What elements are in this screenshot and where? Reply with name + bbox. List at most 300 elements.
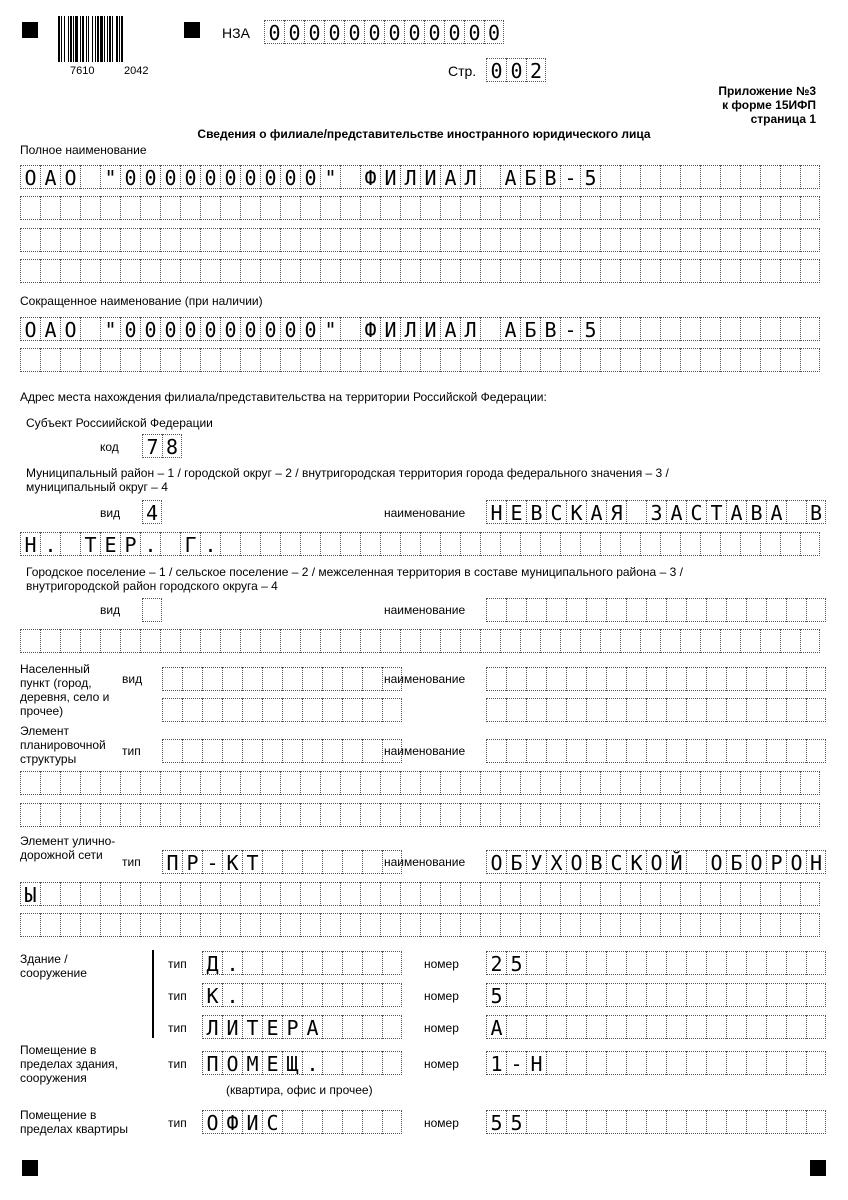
comb-cell [566, 698, 586, 722]
comb-cell [360, 532, 380, 556]
comb-cell [80, 803, 100, 827]
comb-cell [646, 951, 666, 975]
comb-cell [200, 882, 220, 906]
street-type-field[interactable] [162, 850, 402, 874]
comb-cell [360, 882, 380, 906]
comb-cell [240, 882, 260, 906]
comb-cell [202, 667, 222, 691]
comb-cell [400, 228, 420, 252]
comb-cell [342, 1015, 362, 1039]
comb-cell [220, 196, 240, 220]
comb-cell: 0 [324, 20, 344, 44]
comb-cell: С [546, 500, 566, 524]
apartment-number-field[interactable] [486, 1110, 826, 1134]
comb-cell [100, 803, 120, 827]
comb-cell [526, 1110, 546, 1134]
comb-cell: 0 [260, 165, 280, 189]
comb-cell [540, 629, 560, 653]
building-bracket-line [152, 950, 154, 1038]
comb-cell [240, 771, 260, 795]
comb-cell [800, 532, 820, 556]
apartment-type-field[interactable] [202, 1110, 402, 1134]
comb-cell [80, 629, 100, 653]
comb-cell [806, 698, 826, 722]
comb-cell [720, 803, 740, 827]
comb-cell: 5 [486, 1110, 506, 1134]
comb-cell [200, 348, 220, 372]
comb-cell [640, 629, 660, 653]
comb-cell: С [606, 850, 626, 874]
comb-cell [322, 1051, 342, 1075]
full-name-row-1[interactable] [20, 165, 820, 189]
code-label: код [100, 440, 119, 454]
comb-cell: Г [180, 532, 200, 556]
comb-cell [40, 803, 60, 827]
plan-name-row-2[interactable] [20, 771, 820, 795]
comb-cell: Ф [360, 317, 380, 341]
comb-cell [322, 1110, 342, 1134]
comb-cell [340, 629, 360, 653]
comb-cell [200, 913, 220, 937]
short-name-row-1[interactable] [20, 317, 820, 341]
comb-cell: И [380, 317, 400, 341]
comb-cell: . [222, 951, 242, 975]
comb-cell: И [380, 165, 400, 189]
comb-cell [580, 629, 600, 653]
comb-cell [540, 771, 560, 795]
municipal-kind-field[interactable] [142, 500, 162, 524]
comb-cell [746, 951, 766, 975]
comb-cell [400, 196, 420, 220]
comb-cell [560, 882, 580, 906]
comb-cell [340, 228, 360, 252]
full-name-row-3[interactable] [20, 228, 820, 252]
comb-cell [60, 771, 80, 795]
comb-cell: 2 [486, 951, 506, 975]
comb-cell [640, 882, 660, 906]
comb-cell [480, 532, 500, 556]
comb-cell [660, 882, 680, 906]
comb-cell [660, 165, 680, 189]
comb-cell [706, 951, 726, 975]
comb-cell [546, 667, 566, 691]
street-name-label: наименование [384, 855, 466, 869]
comb-cell [60, 913, 80, 937]
comb-cell [342, 951, 362, 975]
comb-cell [700, 532, 720, 556]
comb-cell [222, 739, 242, 763]
comb-cell [780, 196, 800, 220]
comb-cell [440, 882, 460, 906]
comb-cell [540, 259, 560, 283]
comb-cell [726, 983, 746, 1007]
comb-cell [660, 317, 680, 341]
comb-cell [760, 913, 780, 937]
comb-cell [760, 228, 780, 252]
plan-name-row-3[interactable] [20, 803, 820, 827]
building-type-field-2[interactable] [202, 983, 402, 1007]
comb-cell: Х [546, 850, 566, 874]
comb-cell: А [486, 1015, 506, 1039]
comb-cell [360, 348, 380, 372]
building-number-field-1[interactable] [486, 951, 826, 975]
comb-cell [222, 698, 242, 722]
comb-cell [320, 882, 340, 906]
comb-cell [540, 196, 560, 220]
plan-type-field[interactable] [162, 739, 402, 763]
comb-cell [660, 228, 680, 252]
comb-cell [140, 228, 160, 252]
comb-cell: - [560, 165, 580, 189]
municipal-name-row-1[interactable] [486, 500, 826, 524]
comb-cell [680, 771, 700, 795]
comb-cell: О [60, 317, 80, 341]
comb-cell [380, 803, 400, 827]
comb-cell [566, 1051, 586, 1075]
comb-cell [300, 228, 320, 252]
comb-cell [600, 317, 620, 341]
comb-cell [162, 667, 182, 691]
comb-cell: 0 [464, 20, 484, 44]
comb-cell [646, 739, 666, 763]
subject-code-field[interactable] [142, 434, 182, 458]
comb-cell [40, 348, 60, 372]
comb-cell [262, 698, 282, 722]
comb-cell [260, 196, 280, 220]
comb-cell [806, 1015, 826, 1039]
comb-cell [560, 803, 580, 827]
comb-cell [520, 348, 540, 372]
comb-cell: 0 [220, 317, 240, 341]
comb-cell [806, 598, 826, 622]
comb-cell [640, 771, 660, 795]
comb-cell [766, 1110, 786, 1134]
comb-cell [526, 1015, 546, 1039]
comb-cell [380, 532, 400, 556]
comb-cell [282, 739, 302, 763]
comb-cell [546, 983, 566, 1007]
comb-cell [380, 196, 400, 220]
comb-cell [686, 598, 706, 622]
comb-cell [686, 951, 706, 975]
comb-cell [180, 629, 200, 653]
comb-cell [606, 739, 626, 763]
comb-cell [302, 667, 322, 691]
comb-cell [800, 196, 820, 220]
comb-cell [726, 667, 746, 691]
comb-cell: Щ [282, 1051, 302, 1075]
comb-cell [580, 803, 600, 827]
comb-cell [440, 532, 460, 556]
settlement-name-row-2[interactable] [486, 698, 826, 722]
comb-cell [262, 739, 282, 763]
comb-cell [320, 532, 340, 556]
comb-cell [700, 317, 720, 341]
comb-cell [760, 532, 780, 556]
comb-cell [740, 196, 760, 220]
comb-cell [746, 698, 766, 722]
comb-cell [20, 629, 40, 653]
comb-cell: 0 [200, 317, 220, 341]
comb-cell [726, 698, 746, 722]
comb-cell [660, 532, 680, 556]
comb-cell [806, 951, 826, 975]
comb-cell [160, 532, 180, 556]
comb-cell [526, 983, 546, 1007]
settlement-kind-row-1[interactable] [162, 667, 402, 691]
comb-cell: 0 [264, 20, 284, 44]
comb-cell [600, 913, 620, 937]
street-name-row-2[interactable] [20, 882, 820, 906]
comb-cell [580, 259, 600, 283]
comb-cell [120, 348, 140, 372]
comb-cell [686, 1051, 706, 1075]
comb-cell [140, 803, 160, 827]
comb-cell [560, 228, 580, 252]
comb-cell [680, 317, 700, 341]
comb-cell [706, 698, 726, 722]
short-name-row-2[interactable] [20, 348, 820, 372]
comb-cell: 0 [220, 165, 240, 189]
comb-cell [606, 598, 626, 622]
comb-cell [140, 348, 160, 372]
comb-cell: Р [766, 850, 786, 874]
full-name-row-4[interactable] [20, 259, 820, 283]
comb-cell [140, 882, 160, 906]
building-type-field-3[interactable] [202, 1015, 402, 1039]
comb-cell [546, 1015, 566, 1039]
comb-cell [460, 882, 480, 906]
comb-cell: 0 [140, 317, 160, 341]
nza-field[interactable] [264, 20, 504, 44]
comb-cell [20, 196, 40, 220]
city-kind-field[interactable] [142, 598, 162, 622]
comb-cell: - [202, 850, 222, 874]
comb-cell [260, 532, 280, 556]
comb-cell [700, 259, 720, 283]
comb-cell [200, 228, 220, 252]
comb-cell [140, 259, 160, 283]
comb-cell [806, 983, 826, 1007]
comb-cell: Р [282, 1015, 302, 1039]
comb-cell [260, 348, 280, 372]
comb-cell: О [646, 850, 666, 874]
comb-cell [362, 951, 382, 975]
comb-cell [526, 667, 546, 691]
room-type-field[interactable] [202, 1051, 402, 1075]
comb-cell: В [746, 500, 766, 524]
comb-cell [600, 196, 620, 220]
comb-cell [300, 771, 320, 795]
comb-cell [120, 771, 140, 795]
comb-cell [320, 803, 340, 827]
comb-cell: 5 [580, 317, 600, 341]
comb-cell [500, 259, 520, 283]
registration-mark-bottom-left [22, 1160, 38, 1176]
street-name-row-1[interactable] [486, 850, 826, 874]
comb-cell [360, 228, 380, 252]
comb-cell [120, 629, 140, 653]
comb-cell: Б [520, 317, 540, 341]
comb-cell [280, 348, 300, 372]
comb-cell [760, 348, 780, 372]
municipal-name-row-2[interactable] [20, 532, 820, 556]
building-number-label-3: номер [424, 1021, 459, 1035]
comb-cell: С [262, 1110, 282, 1134]
comb-cell [786, 667, 806, 691]
comb-cell [420, 913, 440, 937]
comb-cell [320, 771, 340, 795]
settlement-kind-row-2[interactable] [162, 698, 402, 722]
comb-cell [580, 882, 600, 906]
comb-cell [560, 629, 580, 653]
comb-cell [162, 698, 182, 722]
comb-cell [500, 348, 520, 372]
comb-cell [586, 1015, 606, 1039]
comb-cell [360, 913, 380, 937]
comb-cell [220, 629, 240, 653]
comb-cell [626, 1015, 646, 1039]
comb-cell [420, 882, 440, 906]
appendix-line-1: Приложение №3 [718, 84, 816, 98]
comb-cell [780, 532, 800, 556]
plan-type-label: тип [122, 744, 141, 758]
comb-cell [242, 951, 262, 975]
comb-cell [340, 882, 360, 906]
barcode-number-right: 2042 [124, 65, 149, 77]
comb-cell: " [320, 165, 340, 189]
subject-label: Субъект Россиийской Федерации [26, 416, 213, 430]
comb-cell [760, 882, 780, 906]
comb-cell [342, 1110, 362, 1134]
settlement-label: Населенный пункт (город, деревня, село и прочее) [20, 662, 110, 718]
comb-cell [300, 196, 320, 220]
comb-cell [746, 739, 766, 763]
comb-cell [100, 228, 120, 252]
comb-cell: О [786, 850, 806, 874]
comb-cell: 0 [424, 20, 444, 44]
comb-cell: - [560, 317, 580, 341]
comb-cell [560, 196, 580, 220]
comb-cell [520, 259, 540, 283]
comb-cell [242, 698, 262, 722]
comb-cell [560, 913, 580, 937]
comb-cell [800, 348, 820, 372]
comb-cell [342, 1051, 362, 1075]
comb-cell: Л [202, 1015, 222, 1039]
comb-cell: 0 [200, 165, 220, 189]
comb-cell [580, 771, 600, 795]
comb-cell [200, 771, 220, 795]
apartment-number-label: номер [424, 1116, 459, 1130]
comb-cell [282, 983, 302, 1007]
comb-cell: А [666, 500, 686, 524]
comb-cell [300, 882, 320, 906]
comb-cell [340, 259, 360, 283]
comb-cell [620, 629, 640, 653]
plan-name-row-1[interactable] [486, 739, 826, 763]
comb-cell [686, 1015, 706, 1039]
comb-cell [606, 698, 626, 722]
city-name-row-1[interactable] [486, 598, 826, 622]
comb-cell [680, 228, 700, 252]
comb-cell [700, 882, 720, 906]
comb-cell [586, 983, 606, 1007]
comb-cell [440, 196, 460, 220]
city-name-row-2[interactable] [20, 629, 820, 653]
comb-cell [620, 348, 640, 372]
comb-cell [760, 803, 780, 827]
comb-cell: П [162, 850, 182, 874]
comb-cell [460, 259, 480, 283]
comb-cell [400, 629, 420, 653]
comb-cell: 0 [404, 20, 424, 44]
comb-cell: 5 [506, 1110, 526, 1134]
building-number-field-3[interactable] [486, 1015, 826, 1039]
comb-cell [160, 913, 180, 937]
room-number-label: номер [424, 1057, 459, 1071]
comb-cell [680, 629, 700, 653]
comb-cell: О [222, 1051, 242, 1075]
comb-cell [60, 259, 80, 283]
comb-cell [580, 532, 600, 556]
comb-cell [382, 983, 402, 1007]
settlement-name-row-1[interactable] [486, 667, 826, 691]
comb-cell [606, 951, 626, 975]
comb-cell: Т [242, 1015, 262, 1039]
address-heading: Адрес места нахождения филиала/представительства на территории Российской Федерации: [20, 390, 547, 404]
comb-cell [202, 739, 222, 763]
comb-cell [280, 228, 300, 252]
comb-cell [280, 629, 300, 653]
comb-cell: В [540, 317, 560, 341]
comb-cell: Л [460, 165, 480, 189]
comb-cell [20, 228, 40, 252]
comb-cell [620, 882, 640, 906]
street-name-row-3[interactable] [20, 913, 820, 937]
building-number-field-2[interactable] [486, 983, 826, 1007]
comb-cell [480, 196, 500, 220]
full-name-row-2[interactable] [20, 196, 820, 220]
comb-cell [360, 259, 380, 283]
comb-cell: 0 [444, 20, 464, 44]
comb-cell: 0 [280, 317, 300, 341]
comb-cell: А [440, 317, 460, 341]
building-label: Здание / сооружение [20, 952, 87, 980]
comb-cell: А [726, 500, 746, 524]
comb-cell [200, 196, 220, 220]
comb-cell [700, 629, 720, 653]
comb-cell [686, 667, 706, 691]
comb-cell [40, 771, 60, 795]
comb-cell [786, 1015, 806, 1039]
comb-cell [740, 629, 760, 653]
comb-cell [546, 739, 566, 763]
comb-cell: Й [666, 850, 686, 874]
comb-cell [800, 259, 820, 283]
comb-cell [360, 803, 380, 827]
page-field[interactable] [486, 58, 546, 82]
building-type-label-3: тип [168, 1021, 187, 1035]
comb-cell [660, 348, 680, 372]
comb-cell [80, 228, 100, 252]
comb-cell [760, 259, 780, 283]
building-type-field-1[interactable] [202, 951, 402, 975]
room-number-field[interactable] [486, 1051, 826, 1075]
comb-cell [626, 739, 646, 763]
comb-cell [460, 228, 480, 252]
comb-cell: 0 [120, 317, 140, 341]
